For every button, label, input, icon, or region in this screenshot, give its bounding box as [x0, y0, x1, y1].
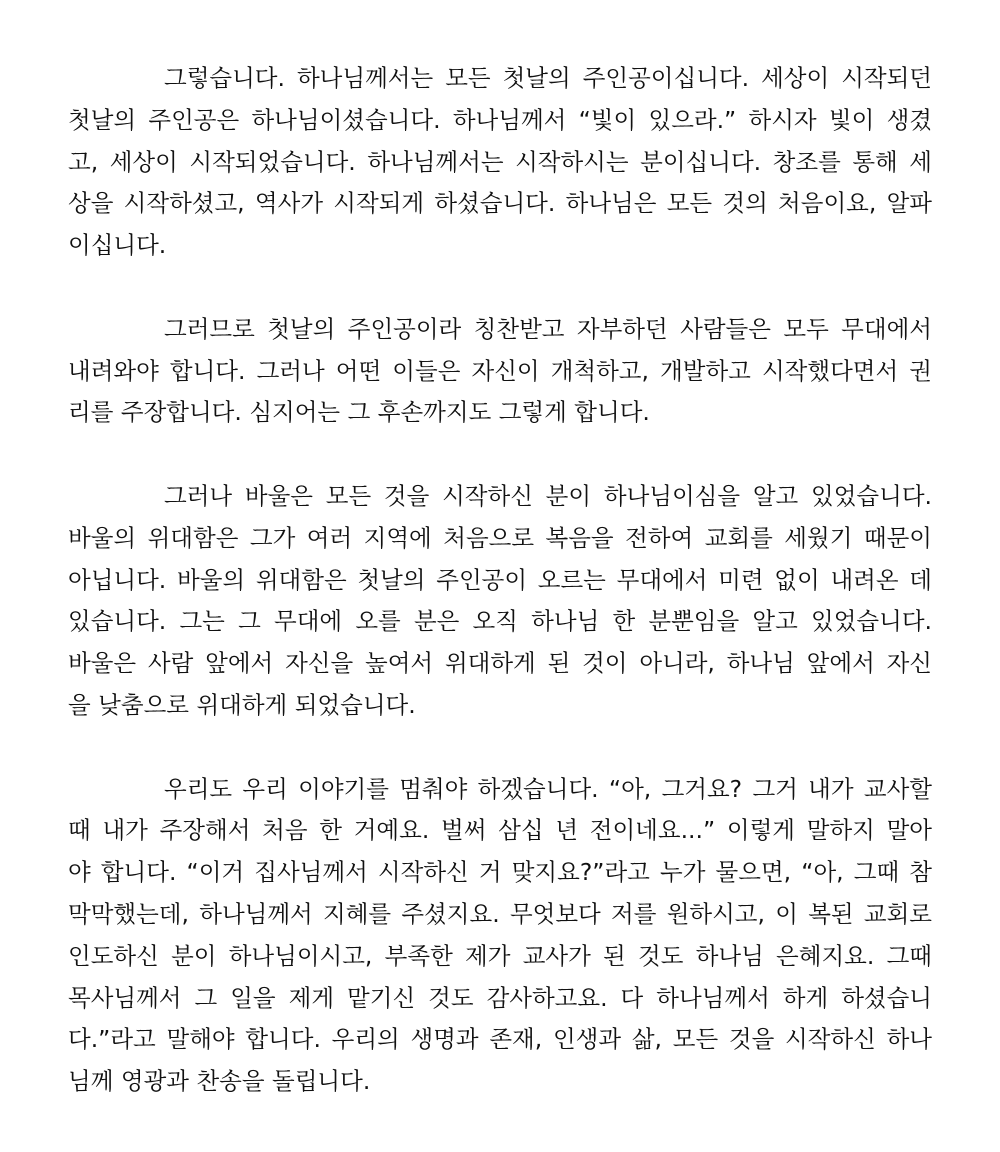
- text-line: 리를 주장합니다. 심지어는 그 후손까지도 그렇게 합니다.: [68, 398, 650, 427]
- text-line: 첫날의 주인공은 하나님이셨습니다. 하나님께서 “빛이 있으라.” 하시자 빛이 생겼: [68, 105, 932, 134]
- text-line: 그렇습니다. 하나님께서는 모든 첫날의 주인공이십니다. 세상이 시작되던: [164, 64, 932, 92]
- text-line: 아닙니다. 바울의 위대함은 첫날의 주인공이 오르는 무대에서 미련 없이 내려온 데: [68, 565, 932, 594]
- document-body: [68, 58, 932, 1145]
- text-line: 다.”라고 말해야 합니다. 우리의 생명과 존재, 인생과 삶, 모든 것을 시작하신 하나: [68, 1025, 932, 1054]
- text-line: 님께 영광과 찬송을 돌립니다.: [68, 1067, 371, 1096]
- text-line: 그러나 바울은 모든 것을 시작하신 분이 하나님이심을 알고 있었습니다.: [164, 481, 932, 510]
- text-line: 목사님께서 그 일을 제게 맡기신 것도 감사하고요. 다 하나님께서 하게 하셨습니: [68, 983, 932, 1012]
- text-line: 때 내가 주장해서 처음 한 거예요. 벌써 삼십 년 전이네요...” 이렇게 말하지 말아: [68, 816, 932, 845]
- text-line: 을 낮춤으로 위대하게 되었습니다.: [68, 690, 416, 719]
- paragraph-1: [68, 58, 932, 267]
- paragraph-3: [68, 476, 932, 727]
- paragraph-2: [68, 309, 932, 434]
- text-line: 상을 시작하셨고, 역사가 시작되게 하셨습니다. 하나님은 모든 것의 처음이요, 알파: [68, 189, 932, 218]
- text-line: 야 합니다. “이거 집사님께서 시작하신 거 맞지요?”라고 누가 물으면, “아, 그때 참: [68, 858, 932, 887]
- text-line: 바울의 위대함은 그가 여러 지역에 처음으로 복음을 전하여 교회를 세웠기 때문이: [68, 523, 932, 552]
- text-line: 있습니다. 그는 그 무대에 오를 분은 오직 하나님 한 분뿐임을 알고 있었습니다.: [68, 607, 932, 636]
- text-line: 인도하신 분이 하나님이시고, 부족한 제가 교사가 된 것도 하나님 은혜지요. 그때: [68, 941, 932, 970]
- text-line: 내려와야 합니다. 그러나 어떤 이들은 자신이 개척하고, 개발하고 시작했다면서 권: [68, 356, 932, 385]
- text-line: 바울은 사람 앞에서 자신을 높여서 위대하게 된 것이 아니라, 하나님 앞에서 자신: [68, 649, 932, 678]
- paragraph-4: [68, 769, 932, 1103]
- text-line: 막막했는데, 하나님께서 지혜를 주셨지요. 무엇보다 저를 원하시고, 이 복된 교회로: [68, 899, 932, 928]
- text-line: 우리도 우리 이야기를 멈춰야 하겠습니다. “아, 그거요? 그거 내가 교사할: [164, 774, 932, 803]
- text-line: 그러므로 첫날의 주인공이라 칭찬받고 자부하던 사람들은 모두 무대에서: [164, 314, 932, 343]
- text-line: 고, 세상이 시작되었습니다. 하나님께서는 시작하시는 분이십니다. 창조를 통해 세: [68, 147, 932, 176]
- text-line: 이십니다.: [68, 231, 167, 260]
